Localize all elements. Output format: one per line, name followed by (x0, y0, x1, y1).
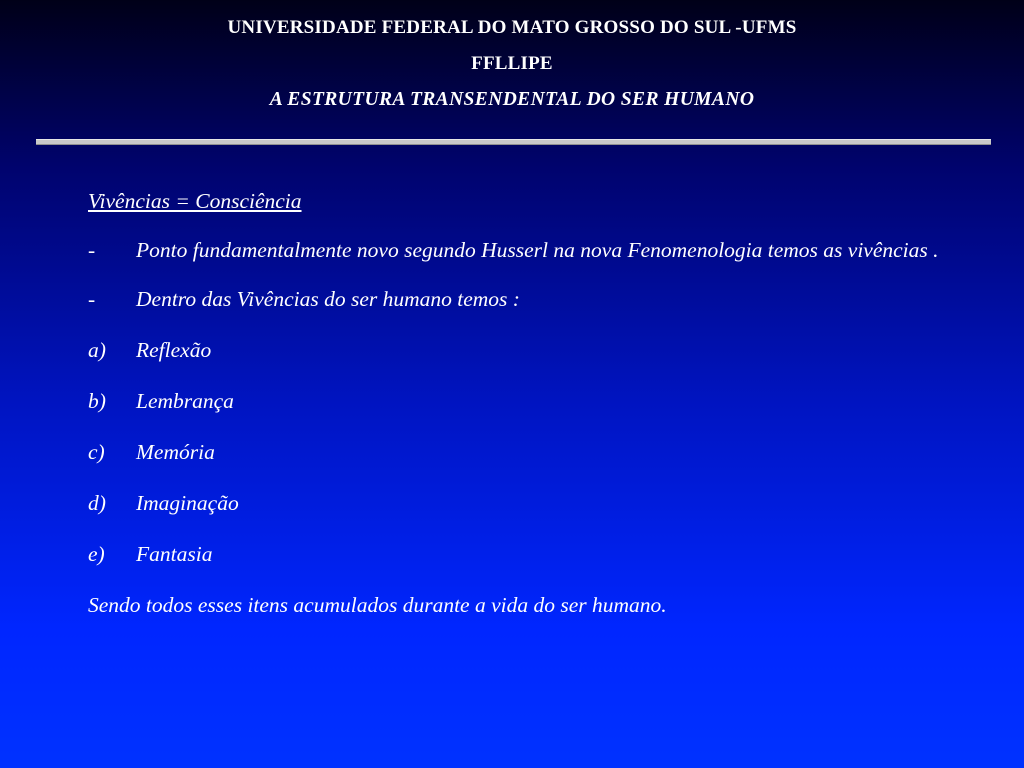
list-item-marker: b) (88, 389, 106, 413)
list-item (88, 439, 968, 466)
bullet-text: Dentro das Vivências do ser humano temos : (136, 287, 520, 311)
list-item-marker: a) (88, 338, 106, 362)
list-item (88, 388, 968, 415)
list-item (88, 337, 968, 364)
header-line-department: FFLLIPE (471, 53, 553, 74)
list-item-marker: d) (88, 491, 106, 515)
bullet-item (88, 237, 968, 264)
slide-title: A ESTRUTURA TRANSENDENTAL DO SER HUMANO (269, 89, 755, 110)
list-item-text: Reflexão (136, 338, 212, 362)
list-item-text: Memória (136, 440, 215, 464)
list-item-text: Lembrança (136, 389, 234, 413)
list-item (88, 541, 968, 568)
bullet-marker: - (88, 287, 96, 311)
list-item-text: Imaginação (136, 491, 239, 515)
bullet-marker: - (88, 238, 96, 262)
list-item-marker: c) (88, 440, 105, 464)
bullet-text: Ponto fundamentalmente novo segundo Husserl na nova Fenomenologia temos as vivências . (136, 238, 939, 262)
list-item-marker: e) (88, 542, 105, 566)
bullet-item (88, 286, 968, 313)
slide-header (0, 10, 1024, 118)
header-line-university: UNIVERSIDADE FEDERAL DO MATO GROSSO DO SUL -UFMS (227, 17, 797, 38)
header-divider (36, 139, 991, 145)
body-heading: Vivências = Consciência (88, 189, 302, 213)
list-item (88, 490, 968, 517)
closing-text: Sendo todos esses itens acumulados durante a vida do ser humano. (88, 593, 667, 617)
list-item-text: Fantasia (136, 542, 213, 566)
slide-body (88, 188, 968, 643)
